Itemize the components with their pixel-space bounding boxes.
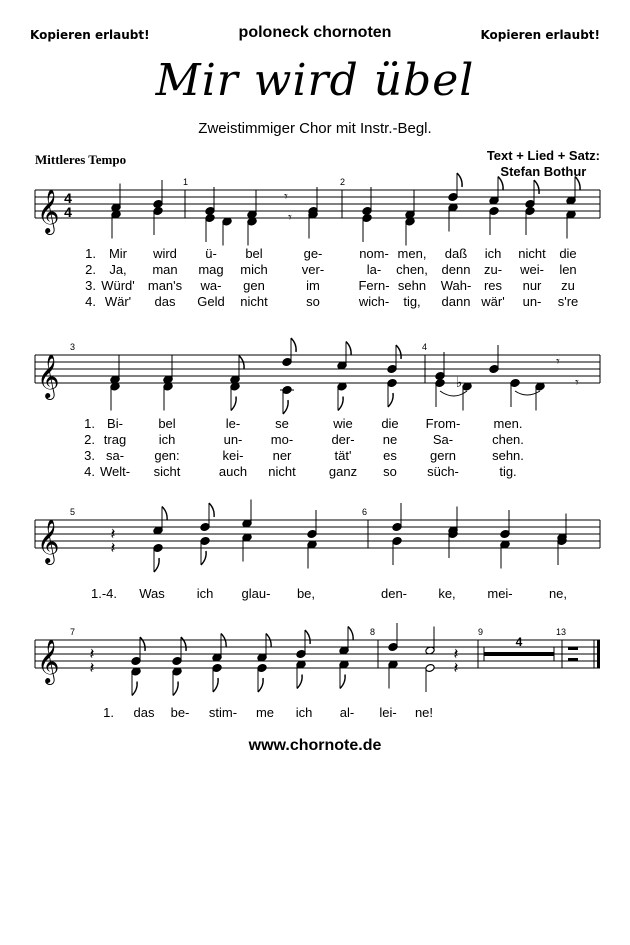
note-flag [457,173,462,187]
lyric-syllable: sa- [105,448,125,463]
lyric-syllable: be- [170,705,190,720]
multirest-count: 4 [515,635,523,649]
quarter-rest: 𝄽 [110,538,116,557]
lyric-syllable: trag [103,432,127,447]
note-flag [283,400,288,414]
lyric-syllable: 2. [85,262,96,277]
lyric-syllable: zu [561,278,575,293]
lyric-syllable: Ja, [109,262,127,277]
quarter-rest: 𝄽 [89,644,95,663]
note-flag [346,342,351,356]
measure-number: 3 [70,342,76,352]
lyric-syllable: chen, [396,262,428,277]
lyric-syllable: nom- [359,246,389,261]
copy-notice-right: Kopieren erlaubt! [480,28,600,42]
measure-number: 1 [183,177,189,187]
lyric-syllable: wird [153,246,177,261]
website-link[interactable]: www.chornote.de [248,737,382,754]
quarter-rest: 𝄽 [453,658,459,677]
note-flag [396,345,401,359]
measure-number: 9 [478,627,484,637]
lyric-syllable: wär' [481,294,505,309]
lyric-syllable: ich [295,705,313,720]
lyric-syllable: al- [339,705,355,720]
lyric-syllable: der- [331,432,355,447]
lyric-syllable: men. [493,416,523,431]
lyric-syllable: man's [147,278,183,293]
lyric-syllable: s're [557,294,579,309]
lyric-syllable: wich- [358,294,390,309]
lyric-syllable: ge- [303,246,323,261]
lyric-syllable: süch- [427,464,459,479]
lyric-syllable: im [306,278,320,293]
lyric-syllable: nur [522,278,542,293]
note-flag [181,637,186,651]
treble-clef: 𝄞 [37,639,60,683]
lyric-syllable: ver- [301,262,325,277]
song-subtitle: Zweistimmiger Chor mit Instr.-Begl. [198,120,432,137]
quarter-rest: 𝄽 [453,644,459,663]
measure-number: 2 [340,177,346,187]
lyric-syllable: 4. [84,464,95,479]
note-flag [348,627,353,641]
lyric-syllable: die [559,246,577,261]
lyric-syllable: un- [223,432,243,447]
lyric-syllable: wei- [520,262,544,277]
lyric-syllable: gen [243,278,265,293]
tempo-marking: Mittleres Tempo [35,152,127,167]
lyric-syllable: mag [198,262,224,277]
multirest-bar [484,652,554,656]
note-flag [140,637,145,651]
lyric-syllable: Sa- [432,432,454,447]
credits-line-2: Stefan Bothur [500,164,587,179]
lyric-syllable: ke, [438,586,456,601]
lyric-syllable: Mir [108,246,128,261]
lyric-syllable: so [383,464,397,479]
note-flag [297,675,302,689]
lyric-syllable: das [133,705,155,720]
lyric-syllable: Wär' [104,294,132,309]
lyric-syllable: From- [425,416,461,431]
lyric-syllable: Bi- [107,416,123,431]
note-flag [201,551,206,565]
lyric-syllable: be, [296,586,316,601]
lyric-syllable: 3. [84,448,95,463]
lyric-syllable: Was [139,586,165,601]
lyric-syllable: 1. [103,705,114,720]
note-flag [231,397,236,411]
eighth-rest: 𝄾 [288,210,292,226]
song-title: Mir wird übel [155,55,475,106]
lyric-syllable: res [483,278,503,293]
lyric-syllable: ü- [205,246,217,261]
lyric-syllable: 3. [85,278,96,293]
lyric-syllable: tig. [499,464,517,479]
lyric-syllable: den- [380,586,408,601]
time-signature-top: 4 [64,190,72,206]
lyric-syllable: wa- [200,278,222,293]
lyric-syllable: bel [245,246,263,261]
note-flag [209,503,214,517]
lyric-syllable: zu- [483,262,503,277]
lyric-syllable: nicht [518,246,546,261]
lyric-syllable: gen: [154,448,180,463]
lyric-syllable: ganz [328,464,358,479]
note-flag [534,180,539,194]
lyric-syllable: sehn [397,278,427,293]
lyric-syllable: ne [382,432,398,447]
final-barline-thick [597,640,600,668]
measure-number: 8 [370,627,376,637]
lyric-syllable: len [559,262,577,277]
lyric-syllable: Wah- [440,278,472,293]
time-signature-bottom: 4 [64,204,72,220]
note-flag [258,678,263,692]
eighth-rest: 𝄾 [556,354,560,370]
lyric-syllable: 1.-4. [90,586,117,601]
lyric-syllable: un- [522,294,542,309]
lyric-syllable: men, [397,246,427,261]
lyric-syllable: ne, [548,586,568,601]
lyric-syllable: nicht [240,294,268,309]
measure-number: 4 [422,342,428,352]
lyric-syllable: gern [429,448,457,463]
lyric-syllable: es [383,448,397,463]
lyric-syllable: 2. [84,432,95,447]
lyric-syllable: ner [272,448,292,463]
note-flag [575,177,580,191]
lyric-syllable: Würd' [101,278,135,293]
lyric-syllable: das [154,294,176,309]
lyric-syllable: la- [366,262,382,277]
lyric-syllable: mich [240,262,268,277]
lyric-syllable: auch [218,464,248,479]
measure-number: 5 [70,507,76,517]
lyric-syllable: ne! [414,705,434,720]
lyric-syllable: sicht [153,464,181,479]
note-flag [338,397,343,411]
lyric-syllable: die [381,416,399,431]
lyric-syllable: sehn. [492,448,524,463]
copy-notice-left: Kopieren erlaubt! [30,28,150,42]
note-flag [162,507,167,521]
lyric-syllable: 1. [85,246,96,261]
note-flag [132,682,137,696]
half-rest [568,658,578,661]
lyric-syllable: 1. [84,416,95,431]
flat-sign: ♭ [455,374,463,390]
lyric-syllable: le- [225,416,241,431]
measure-number: 13 [556,627,567,637]
lyric-syllable: mei- [487,586,513,601]
lyric-syllable: me [255,705,275,720]
publisher-name: poloneck chornoten [238,24,392,41]
quarter-rest: 𝄽 [89,658,95,677]
treble-clef: 𝄞 [37,189,60,233]
treble-clef: 𝄞 [37,519,60,563]
lyric-syllable: daß [444,246,468,261]
lyric-syllable: 4. [85,294,96,309]
lyric-syllable: ich [158,432,176,447]
note-flag [498,177,503,191]
lyric-syllable: Welt- [99,464,131,479]
lyric-syllable: man [152,262,178,277]
note-flag [340,675,345,689]
eighth-rest: 𝄾 [284,189,288,205]
treble-clef: 𝄞 [37,354,60,398]
note-flag [154,558,159,572]
measure-number: 7 [70,627,76,637]
lyric-syllable: mo- [270,432,294,447]
lyric-syllable: glau- [241,586,271,601]
measure-number: 6 [362,507,368,517]
note-flag [291,338,296,352]
note-flag [173,682,178,696]
lyric-syllable: tig, [403,294,421,309]
quarter-rest: 𝄽 [110,524,116,543]
lyric-syllable: chen. [492,432,524,447]
lyric-syllable: se [275,416,289,431]
lyric-syllable: bel [158,416,176,431]
whole-rest [568,647,578,650]
lyric-syllable: wie [333,416,353,431]
lyric-syllable: denn [441,262,471,277]
note-flag [305,630,310,644]
lyric-syllable: dann [441,294,471,309]
lyric-syllable: stim- [208,705,238,720]
lyric-syllable: tät' [334,448,352,463]
credits-line-1: Text + Lied + Satz: [486,148,600,163]
lyric-syllable: so [306,294,320,309]
lyric-syllable: Geld [197,294,225,309]
lyric-syllable: ich [484,246,502,261]
lyric-syllable: nicht [268,464,296,479]
lyric-syllable: kei- [222,448,244,463]
lyric-syllable: ich [196,586,214,601]
lyric-syllable: lei- [379,705,397,720]
note-flag [213,678,218,692]
note-flag [388,393,393,407]
eighth-rest: 𝄾 [575,375,579,391]
lyric-syllable: Fern- [358,278,390,293]
